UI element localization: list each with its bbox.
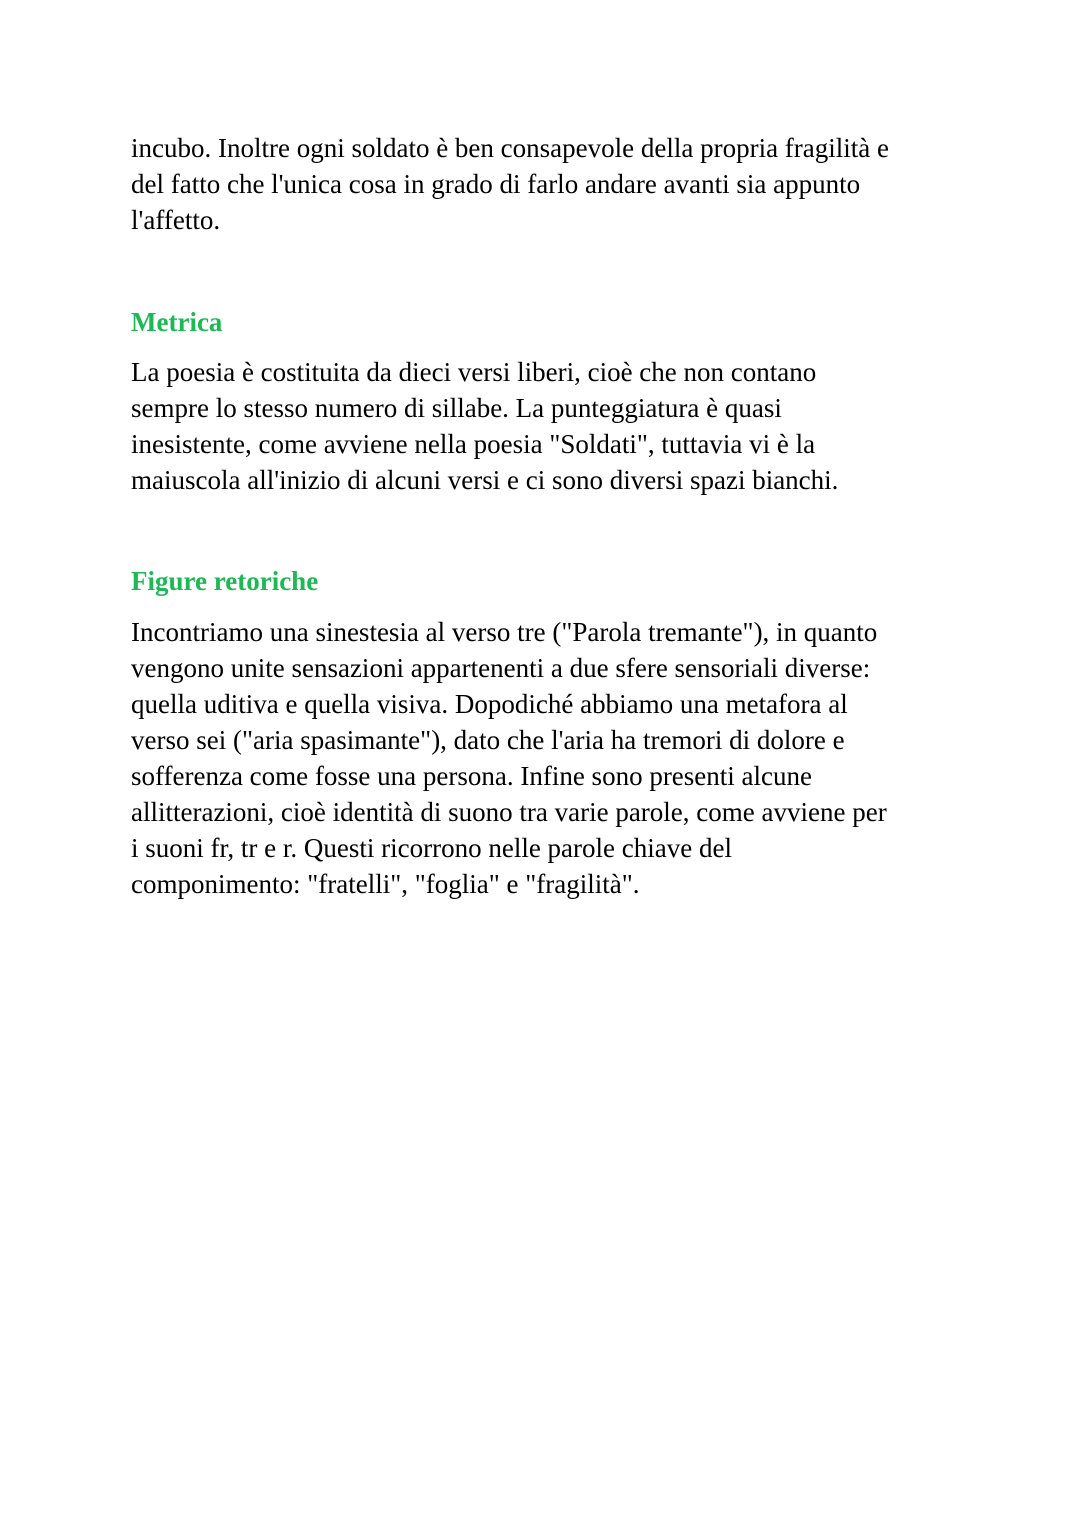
figure-line: sofferenza come fosse una persona. Infine sono presenti alcune — [131, 761, 812, 791]
figure-line: i suoni fr, tr e r. Questi ricorrono nelle parole chiave del — [131, 833, 732, 863]
intro-line: incubo. Inoltre ogni soldato è ben consapevole della propria fragilità e — [131, 133, 889, 163]
metrica-line: maiuscola all'inizio di alcuni versi e ci sono diversi spazi bianchi. — [131, 465, 839, 495]
figure-line: quella uditiva e quella visiva. Dopodiché abbiamo una metafora al — [131, 689, 848, 719]
metrica-line: sempre lo stesso numero di sillabe. La punteggiatura è quasi — [131, 393, 782, 423]
intro-line: del fatto che l'unica cosa in grado di farlo andare avanti sia appunto — [131, 169, 861, 199]
figure-line: allitterazioni, cioè identità di suono tra varie parole, come avviene per — [131, 797, 887, 827]
metrica-paragraph — [131, 354, 838, 498]
figure-retoriche-paragraph — [131, 614, 887, 902]
intro-line: l'affetto. — [131, 205, 221, 235]
figure-retoriche-heading: Figure retoriche — [131, 566, 319, 596]
figure-line: verso sei ("aria spasimante"), dato che l'aria ha tremori di dolore e — [131, 725, 845, 755]
metrica-line: La poesia è costituita da dieci versi liberi, cioè che non contano — [131, 357, 817, 387]
figure-line: Incontriamo una sinestesia al verso tre ("Parola tremante"), in quanto — [131, 617, 878, 647]
metrica-heading: Metrica — [131, 307, 223, 337]
figure-line: vengono unite sensazioni appartenenti a due sfere sensoriali diverse: — [131, 653, 871, 683]
intro-paragraph — [131, 130, 889, 238]
metrica-line: inesistente, come avviene nella poesia "Soldati", tuttavia vi è la — [131, 429, 816, 459]
figure-line: componimento: "fratelli", "foglia" e "fragilità". — [131, 869, 640, 899]
